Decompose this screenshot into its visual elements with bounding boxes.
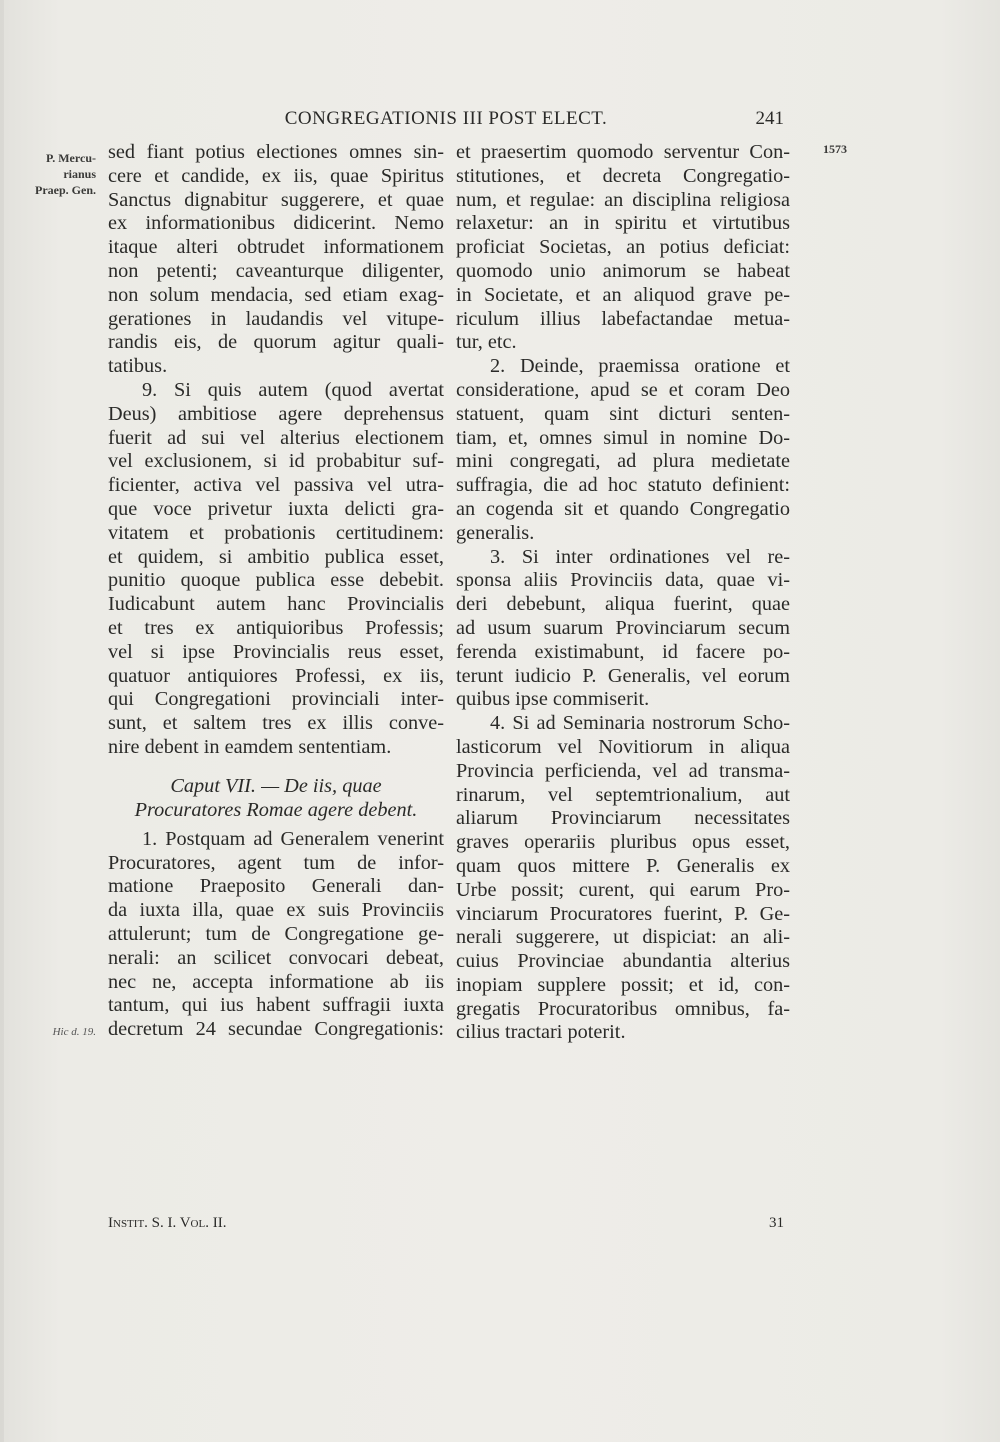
text-line: da iuxta illa, quae ex suis Provinciis [108, 899, 444, 922]
text-line: itaque alteri obtrudet informationem [108, 236, 444, 259]
text-line: que voce privetur iuxta delicti gra- [108, 497, 444, 520]
text-line: deri debebunt, aliqua fuerint, quae [456, 593, 790, 616]
text-line: nerali: an scilicet convocari debeat, [108, 946, 444, 969]
text-line: quam quos mittere P. Generalis ex [456, 854, 790, 877]
text-line: randis eis, de quorum agitur quali- [108, 331, 444, 354]
text-line: 4. Si ad Seminaria nostrorum Scho- [490, 712, 790, 735]
text-line: Sanctus dignabitur suggerere, et quae [108, 188, 444, 211]
text-line: cilius tractari poterit. [456, 1021, 626, 1044]
text-line: statuent, quam sint dicturi senten- [456, 402, 790, 425]
chapter-title-line: Procuratores Romae agere debent. [134, 798, 418, 821]
margin-year: 1573 [823, 142, 847, 156]
text-line: terunt iudicio P. Generalis, vel eorum [456, 664, 790, 687]
text-line: gregatis Procuratoribus omnibus, fa- [456, 997, 790, 1020]
bleed-through [470, 1040, 790, 1184]
text-line: punitio quoque publica esse debebit. [108, 569, 444, 592]
text-line: tantum, qui ius habent suffragii iuxta [108, 994, 444, 1017]
text-line: cuius Provinciae abundantia alterius [456, 950, 790, 973]
signature-number: 31 [769, 1215, 784, 1231]
text-line: vel si ipse Provincialis reus esset, [108, 640, 444, 663]
running-title: CONGREGATIONIS III POST ELECT. [284, 108, 608, 129]
text-line: et quidem, si ambitio publica esset, [108, 545, 444, 568]
text-line: graves operariis pluribus opus esset, [456, 831, 790, 854]
text-line: quibus ipse commiserit. [456, 688, 650, 711]
text-line: fuerit ad sui vel alterius electionem [108, 426, 444, 449]
text-line: num, et regulae: an disciplina religiosa [456, 188, 790, 211]
text-line: sponsa aliis Provinciis data, quae vi- [456, 569, 790, 592]
chapter-title-line: Caput VII. — De iis, quae [170, 774, 382, 797]
margin-reference: Hic d. 19. [52, 1026, 96, 1038]
text-line: mini congregati, ad plura medietate [456, 450, 790, 473]
text-line: nerali suggerere, ut dispiciat: an ali- [456, 926, 790, 949]
text-line: attulerunt; tum de Congregatione ge- [108, 922, 444, 945]
left-column [108, 141, 444, 1042]
text-line: tiam, et, omnes simul in nomine Do- [456, 426, 790, 449]
text-line: 1. Postquam ad Generalem venerint [142, 827, 444, 850]
text-line: qui Congregationi provinciali inter- [108, 688, 444, 711]
text-line: riculum illius labefactandae metua- [456, 307, 790, 330]
text-line: 3. Si inter ordinationes vel re- [490, 545, 790, 568]
text-line: suffragia, die ad hoc statuto definient: [456, 474, 790, 497]
text-line: ex informationibus didicerint. Nemo [108, 212, 444, 235]
right-column [456, 141, 790, 1045]
text-line: proficiat Societas, an potius deficiat: [456, 236, 790, 259]
page-edge-shadow [0, 0, 4, 1442]
text-line: cere et candide, ex iis, quae Spiritus [108, 164, 444, 187]
text-line: 9. Si quis autem (quod avertat [142, 378, 444, 401]
text-line: inopiam supplere possit; et id, con- [456, 973, 790, 996]
text-line: in Societate, et an aliquod grave pe- [456, 283, 790, 306]
text-line: generalis. [456, 521, 535, 544]
text-line: Procuratores, agent tum de infor- [108, 851, 444, 874]
text-line: Urbe possit; curent, qui earum Pro- [456, 878, 790, 901]
text-line: non petenti; caveanturque diligenter, [108, 259, 444, 282]
text-line: rinarum, vel septemtrionalium, aut [456, 783, 790, 806]
text-line: sed fiant potius electiones omnes sin- [108, 141, 444, 163]
page-number: 241 [755, 108, 784, 129]
text-line: consideratione, apud se et coram Deo [456, 378, 790, 401]
text-line: tatibus. [108, 355, 168, 378]
text-line: Deus) ambitiose agere deprehensus [108, 402, 444, 425]
text-line: ad usum suarum Provinciarum secum [456, 616, 790, 639]
text-line: vel exclusionem, si id probabitur suf- [108, 450, 444, 473]
text-line: nec ne, accepta informatione ab iis [108, 970, 444, 993]
text-line: an cogenda sit et quando Congregatio [456, 497, 790, 520]
text-line: 2. Deinde, praemissa oratione et [490, 355, 790, 378]
margin-note-line: rianus [63, 167, 96, 181]
text-line: vitatem et probationis certitudinem: [108, 521, 444, 544]
text-line: relaxetur: an in spiritu et virtutibus [456, 212, 790, 235]
margin-note-line: P. Mercu- [46, 151, 96, 165]
text-line: tur, etc. [456, 331, 517, 354]
text-line: matione Praeposito Generali dan- [108, 875, 444, 898]
text-line: stitutiones, et decreta Congregatio- [456, 164, 790, 187]
margin-note [0, 150, 96, 198]
text-line: Provincia perficienda, vel ad transma- [456, 759, 790, 782]
text-line: et praesertim quomodo serventur Con- [456, 141, 790, 163]
text-line: decretum 24 secundae Congregationis: [108, 1018, 444, 1041]
text-line: quomodo unio animorum se habeat [456, 259, 790, 282]
text-line: nire debent in eamdem sententiam. [108, 735, 392, 758]
signature-mark: Instit. S. I. Vol. II. [108, 1215, 227, 1231]
text-line: non solum mendacia, sed etiam exag- [108, 283, 444, 306]
text-line: vinciarum Procuratores fuerint, P. Ge- [456, 902, 790, 925]
text-line: aliarum Provinciarum necessitates [456, 807, 790, 830]
text-line: lasticorum vel Novitiorum in aliqua [456, 735, 790, 758]
text-line: et tres ex antiquioribus Professis; [108, 616, 444, 639]
page-header [108, 108, 784, 134]
text-line: ferenda existimabunt, id facere po- [456, 640, 790, 663]
text-line: ficienter, activa vel passiva vel utra- [108, 474, 444, 497]
text-line: Iudicabunt autem hanc Provincialis [108, 593, 444, 616]
text-line: quatuor antiquiores Professi, ex iis, [108, 664, 444, 687]
margin-note-line: Praep. Gen. [35, 183, 96, 197]
chapter-heading [108, 774, 444, 822]
text-line: gerationes in laudandis vel vitupe- [108, 307, 444, 330]
text-line: sunt, et saltem tres ex illis conve- [108, 712, 444, 735]
